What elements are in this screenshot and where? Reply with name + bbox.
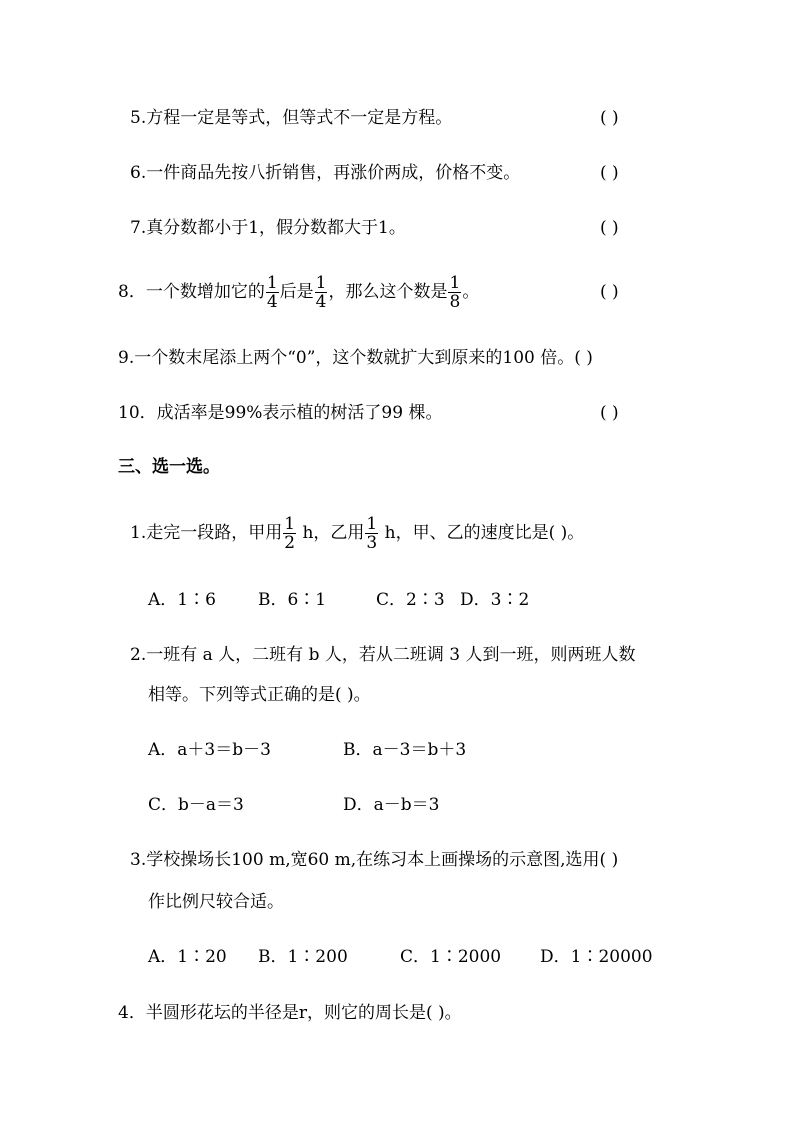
q2-option-d[interactable]: D．a－b＝3 <box>343 795 440 815</box>
q1-option-a[interactable]: A．1∶6 <box>148 590 216 610</box>
fraction-numerator: 1 <box>449 273 461 293</box>
question-3-line2: 作比例尺较合适。 <box>148 892 284 912</box>
question-2-line2: 相等。下列等式正确的是( )。 <box>148 685 371 705</box>
q1-mid: h，乙用 <box>297 523 365 543</box>
judge-item-8 <box>118 272 479 312</box>
fraction-one-quarter-2 <box>315 274 328 311</box>
judge-item-7: 7.真分数都小于1，假分数都大于1。 <box>130 218 406 238</box>
fraction-one-quarter <box>266 274 279 311</box>
q1-option-d[interactable]: D．3∶2 <box>460 590 530 610</box>
judge-item-9: 9.一个数末尾添上两个“0”，这个数就扩大到原来的100 倍。( ) <box>118 348 593 368</box>
judge-item-6: 6.一件商品先按八折销售，再涨价两成，价格不变。 <box>130 163 521 183</box>
fraction-denominator: 8 <box>449 292 461 312</box>
fraction-numerator: 1 <box>284 514 296 534</box>
fraction-denominator: 2 <box>284 533 296 553</box>
judge-item-10: 10．成活率是99%表示植的树活了99 棵。 <box>118 403 443 423</box>
answer-blank-8[interactable]: ( ) <box>600 282 619 302</box>
q2-option-a[interactable]: A．a＋3＝b－3 <box>148 740 271 760</box>
fraction-numerator: 1 <box>315 273 327 293</box>
q1-option-c[interactable]: C．2∶3 <box>376 590 445 610</box>
answer-blank-10[interactable]: ( ) <box>600 403 619 423</box>
fraction-numerator: 1 <box>266 273 278 293</box>
item-8-post: 。 <box>462 282 480 302</box>
section-heading: 三、选一选。 <box>118 457 220 477</box>
fraction-denominator: 4 <box>266 292 278 312</box>
question-2-line1: 2.一班有 a 人，二班有 b 人，若从二班调 3 人到一班，则两班人数 <box>130 645 636 665</box>
answer-blank-5[interactable]: ( ) <box>600 108 619 128</box>
question-4: 4．半圆形花坛的半径是r，则它的周长是( )。 <box>118 1003 462 1023</box>
fraction-numerator: 1 <box>366 514 378 534</box>
q1-post: h，甲、乙的速度比是( )。 <box>379 523 585 543</box>
q3-option-a[interactable]: A．1∶20 <box>148 947 227 967</box>
fraction-denominator: 4 <box>315 292 327 312</box>
q3-option-d[interactable]: D．1∶20000 <box>540 947 653 967</box>
judge-item-5: 5.方程一定是等式，但等式不一定是方程。 <box>130 108 453 128</box>
q3-option-c[interactable]: C．1∶2000 <box>400 947 502 967</box>
answer-blank-6[interactable]: ( ) <box>600 163 619 183</box>
fraction-one-eighth <box>448 274 461 311</box>
q1-pre: 1.走完一段路，甲用 <box>130 523 283 543</box>
fraction-one-third <box>365 515 378 552</box>
answer-blank-7[interactable]: ( ) <box>600 218 619 238</box>
question-1 <box>130 513 584 553</box>
q1-option-b[interactable]: B．6∶1 <box>258 590 327 610</box>
item-8-pre: 8．一个数增加它的 <box>118 282 265 302</box>
item-8-mid2: ，那么这个数是 <box>328 282 448 302</box>
fraction-one-half <box>283 515 296 552</box>
q2-option-b[interactable]: B．a－3＝b＋3 <box>343 740 467 760</box>
q3-option-b[interactable]: B．1∶200 <box>258 947 348 967</box>
fraction-denominator: 3 <box>366 533 378 553</box>
question-3-line1: 3.学校操场长100 m,宽60 m,在练习本上画操场的示意图,选用( ) <box>130 850 619 870</box>
q2-option-c[interactable]: C．b－a＝3 <box>148 795 244 815</box>
item-8-mid: 后是 <box>279 282 314 302</box>
